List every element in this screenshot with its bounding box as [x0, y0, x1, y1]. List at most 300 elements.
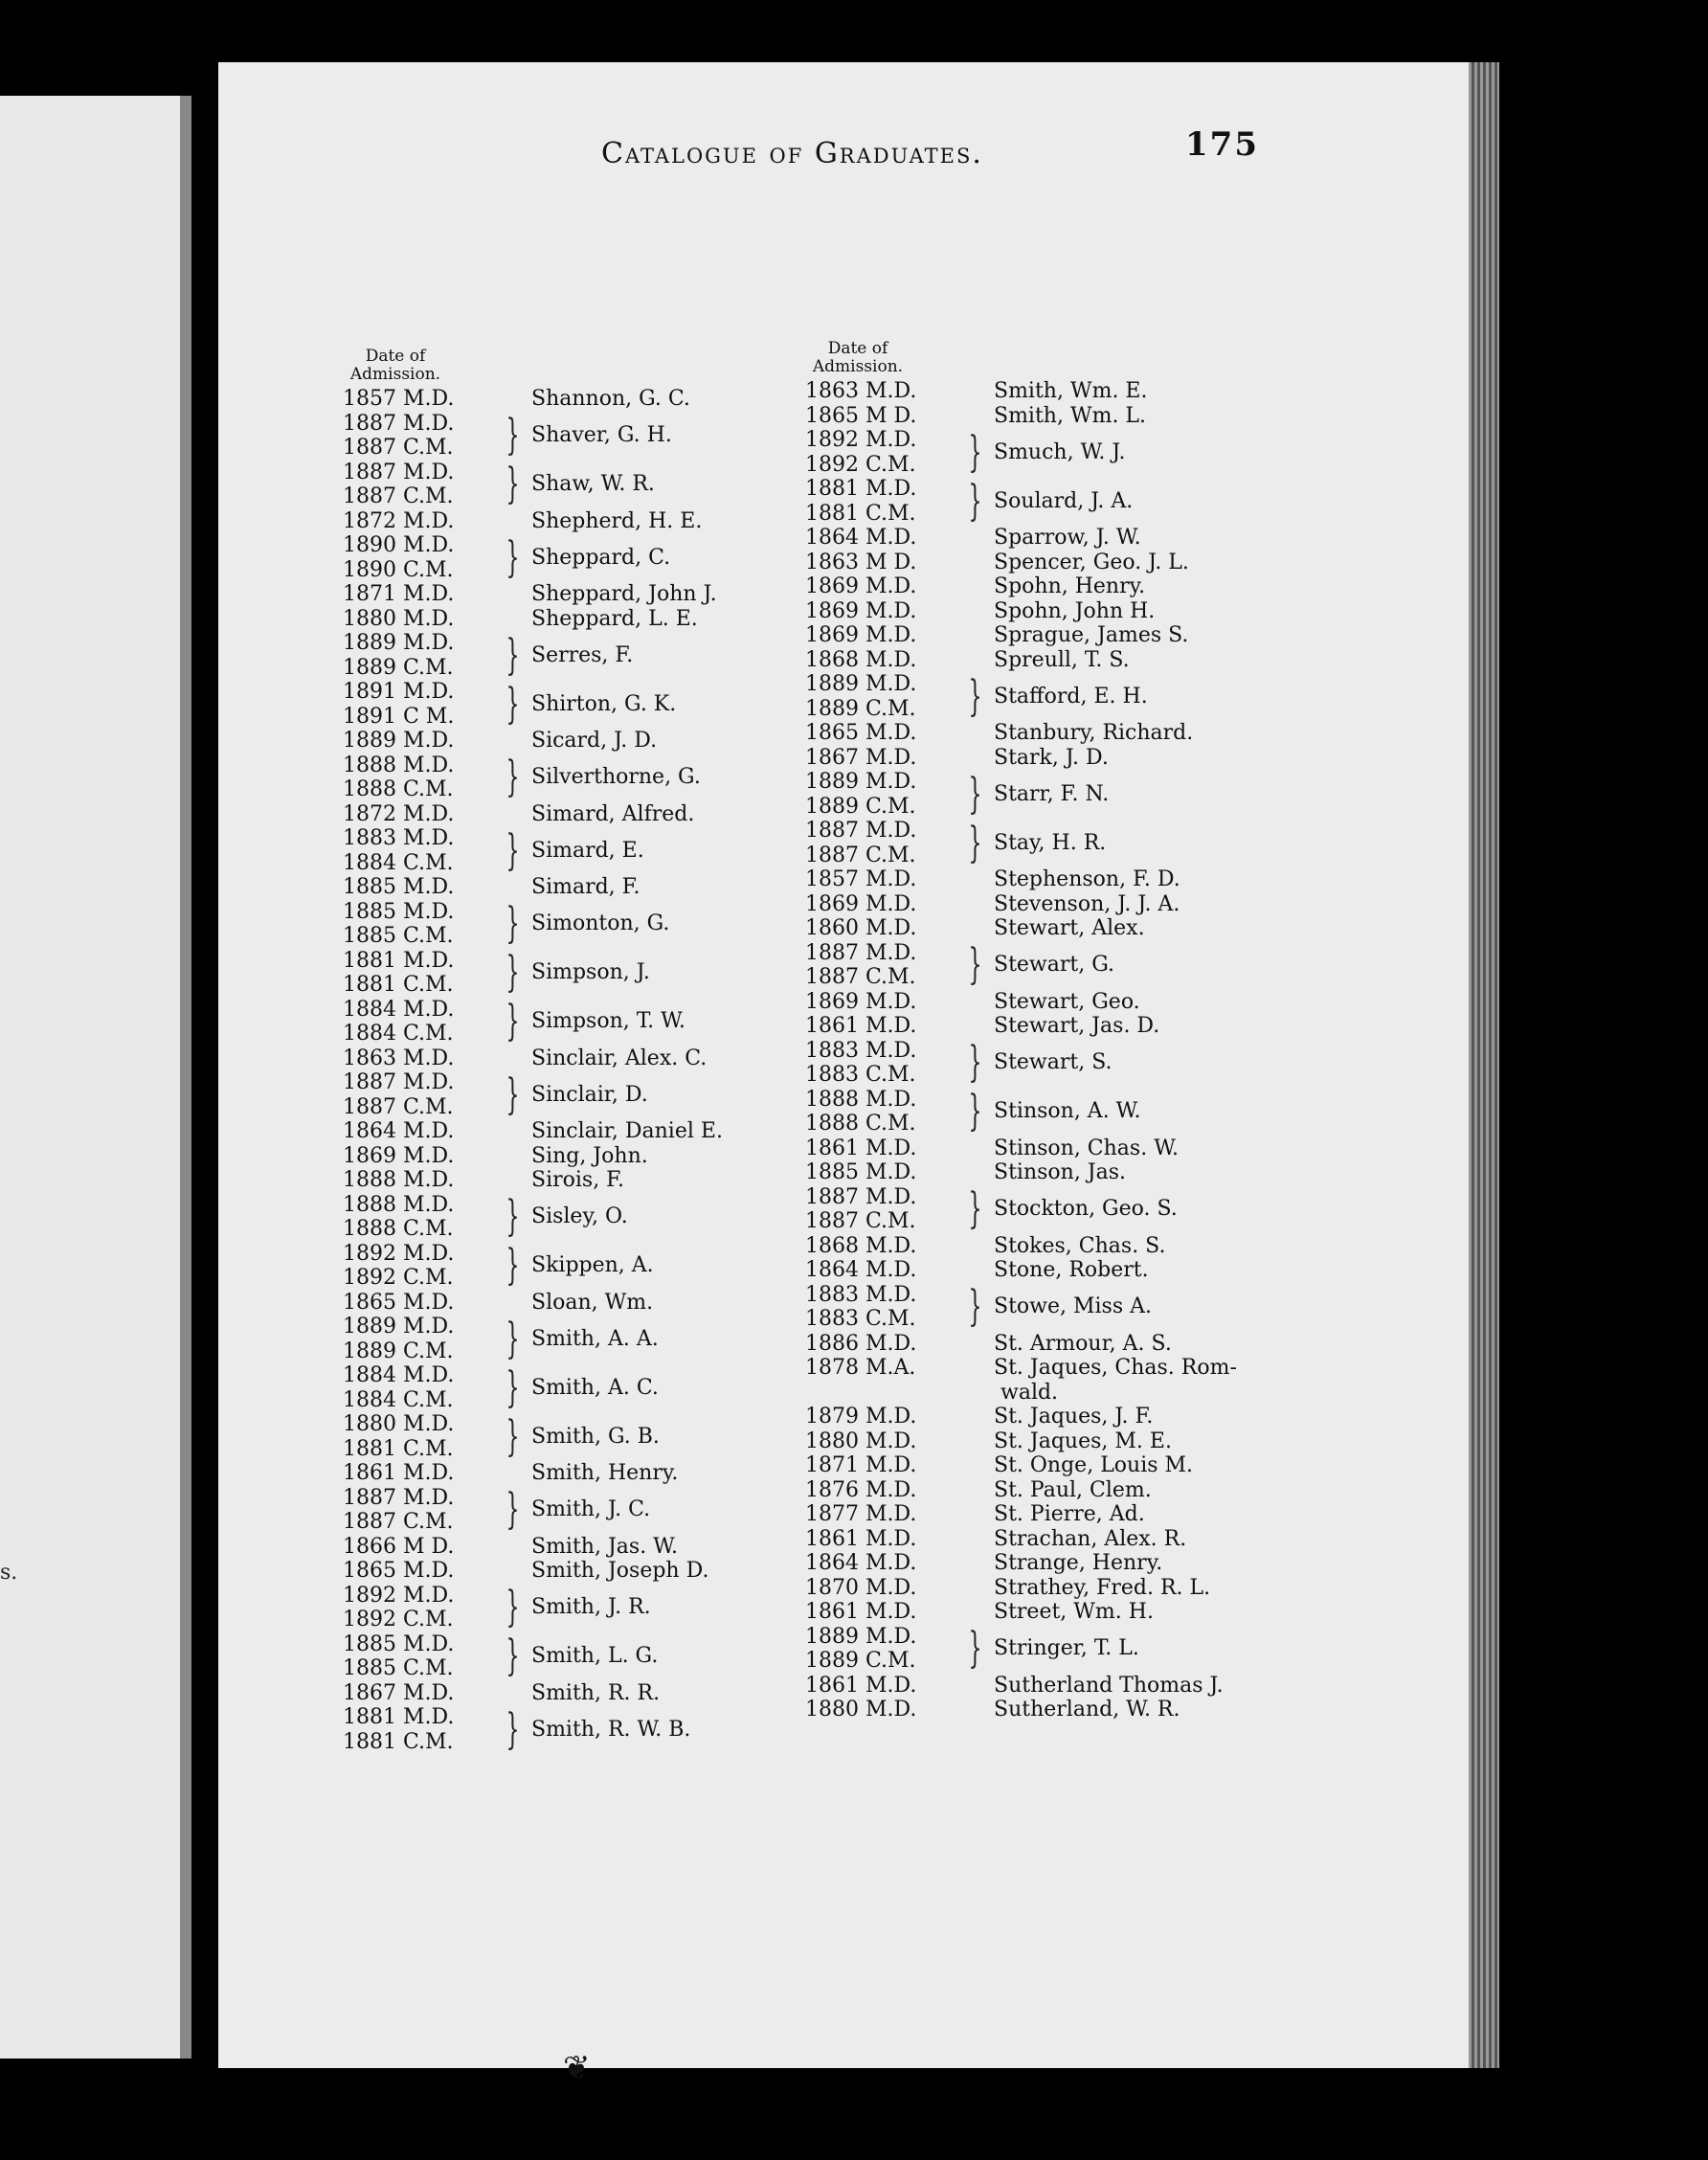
- admission-date: 1865 M D.: [805, 403, 917, 428]
- brace-mark: }: [968, 1087, 982, 1136]
- admission-dates: [805, 1502, 963, 1527]
- admission-date: 1891 C M.: [343, 704, 455, 729]
- admission-dates: [805, 574, 963, 599]
- admission-dates: [805, 1136, 963, 1161]
- admission-dates: [805, 404, 963, 429]
- admission-dates: [805, 477, 963, 526]
- admission-date: 1861 M.D.: [805, 1600, 917, 1624]
- admission-date: 1889 C.M.: [805, 794, 916, 819]
- admission-date: 1865 M.D.: [343, 1290, 455, 1315]
- admission-date: 1881 M.D.: [805, 477, 917, 501]
- admission-date: 1887 M.D.: [343, 1070, 455, 1094]
- graduate-name: St. Armour, A. S.: [994, 1331, 1172, 1356]
- graduate-name: Shaver, G. H.: [531, 423, 672, 448]
- graduate-entry: [805, 892, 1418, 917]
- admission-date: 1877 M.D.: [805, 1502, 917, 1526]
- graduate-name: Stewart, Alex.: [994, 916, 1145, 940]
- admission-dates: [805, 892, 963, 917]
- admission-dates: [343, 533, 501, 582]
- admission-date: 1888 C.M.: [343, 777, 454, 801]
- admission-date: 1864 M.D.: [805, 1258, 917, 1282]
- admission-date: 1866 M D.: [343, 1534, 455, 1559]
- graduate-entry: [805, 1453, 1418, 1478]
- graduate-name: Stone, Robert.: [994, 1258, 1149, 1282]
- admission-date: 1892 C.M.: [805, 452, 916, 477]
- admission-date: 1868 M.D.: [805, 1233, 917, 1258]
- graduate-entry: [805, 623, 1418, 648]
- admission-date: 1864 M.D.: [805, 526, 917, 550]
- graduate-name: Stanbury, Richard.: [994, 721, 1194, 745]
- graduate-name: St. Jaques, Chas. Rom- wald.: [994, 1356, 1237, 1405]
- margin-mark: ❦: [563, 2049, 591, 2087]
- admission-date: 1865 M.D.: [805, 721, 917, 745]
- admission-dates: [343, 582, 501, 607]
- brace-mark: }: [506, 1241, 520, 1290]
- admission-dates: [343, 826, 501, 875]
- brace-mark: }: [968, 940, 982, 989]
- admission-date: 1887 M.D.: [805, 940, 917, 965]
- admission-date: 1887 M.D.: [805, 1184, 917, 1209]
- admission-dates: [343, 1193, 501, 1242]
- graduate-name: Sheppard, L. E.: [531, 606, 698, 631]
- admission-dates: [343, 1315, 501, 1363]
- brace-mark: }: [506, 1411, 520, 1461]
- brace-mark: }: [968, 476, 982, 526]
- admission-dates: [805, 1674, 963, 1699]
- admission-date: 1888 M.D.: [805, 1087, 917, 1112]
- admission-dates: [343, 1144, 501, 1169]
- admission-date: 1887 C.M.: [805, 1209, 916, 1233]
- brace-mark: }: [506, 1069, 520, 1119]
- admission-dates: [805, 1088, 963, 1136]
- admission-dates: [343, 998, 501, 1046]
- admission-date: 1887 M.D.: [343, 411, 455, 436]
- admission-dates: [805, 941, 963, 990]
- brace-mark: }: [506, 1583, 520, 1631]
- admission-date: 1889 M.D.: [805, 672, 917, 696]
- admission-dates: [343, 802, 501, 827]
- graduate-name: Smith, J. C.: [531, 1497, 651, 1522]
- brace-mark: }: [506, 948, 520, 997]
- admission-date: 1885 M.D.: [805, 1160, 917, 1184]
- brace-mark: }: [506, 411, 520, 460]
- admission-dates: [343, 1461, 501, 1486]
- admission-date: 1885 M.D.: [343, 1631, 455, 1656]
- admission-dates: [805, 990, 963, 1015]
- admission-date: 1883 M.D.: [805, 1038, 917, 1063]
- admission-date: 1864 M.D.: [343, 1119, 455, 1143]
- graduate-name: Stinson, A. W.: [994, 1099, 1141, 1124]
- graduate-name: Street, Wm. H.: [994, 1600, 1154, 1624]
- graduate-entry: [805, 1160, 1418, 1185]
- admission-date: 1887 C.M.: [343, 436, 454, 460]
- admission-date: 1872 M.D.: [343, 508, 455, 533]
- admission-dates: [805, 428, 963, 477]
- graduate-entry: [805, 1551, 1418, 1576]
- brace-mark: }: [506, 825, 520, 875]
- brace-mark: }: [968, 427, 982, 477]
- brace-mark: }: [506, 460, 520, 508]
- admission-date: 1880 M.D.: [343, 606, 455, 631]
- admission-date: 1870 M.D.: [805, 1575, 917, 1600]
- admission-dates: [805, 1039, 963, 1088]
- graduate-name: Sirois, F.: [531, 1168, 625, 1192]
- graduate-entry: [805, 1332, 1418, 1357]
- admission-date: 1864 M.D.: [805, 1551, 917, 1575]
- admission-dates: [343, 1535, 501, 1560]
- graduate-name: St. Onge, Louis M.: [994, 1453, 1194, 1477]
- graduate-name: Stark, J. D.: [994, 745, 1109, 770]
- brace-mark: }: [968, 1624, 982, 1673]
- admission-date: 1879 M.D.: [805, 1405, 917, 1429]
- graduate-name: Stewart, Jas. D.: [994, 1014, 1160, 1038]
- graduate-name: Shannon, G. C.: [531, 387, 690, 411]
- graduate-name: Sicard, J. D.: [531, 729, 658, 753]
- graduate-name: Sutherland, W. R.: [994, 1698, 1180, 1721]
- admission-dates: [805, 819, 963, 867]
- admission-dates: [805, 551, 963, 575]
- graduate-entry: [805, 379, 1418, 404]
- admission-date: 1861 M.D.: [805, 1136, 917, 1160]
- graduate-name: Smith, A. A.: [531, 1326, 659, 1351]
- admission-dates: [343, 1046, 501, 1071]
- graduate-name: Strathey, Fred. R. L.: [994, 1575, 1211, 1600]
- graduate-entry: [805, 1136, 1418, 1161]
- admission-dates: [805, 1332, 963, 1357]
- page-title: Catalogue of Graduates.: [601, 137, 983, 170]
- admission-dates: [805, 1429, 963, 1454]
- graduate-name: Sinclair, Alex. C.: [531, 1046, 708, 1070]
- admission-date: 1892 C.M.: [343, 1608, 454, 1631]
- brace-mark: }: [506, 679, 520, 729]
- graduate-name: Strange, Henry.: [994, 1551, 1163, 1575]
- graduate-name: Spreull, T. S.: [994, 647, 1130, 672]
- graduate-entry: [805, 867, 1418, 892]
- admission-dates: [343, 1242, 501, 1291]
- admission-date: 1880 M.D.: [805, 1429, 917, 1453]
- admission-dates: [343, 754, 501, 802]
- graduate-entry: [805, 574, 1418, 599]
- admission-date: 1876 M.D.: [805, 1477, 917, 1502]
- graduate-name: Sinclair, D.: [531, 1082, 648, 1107]
- admission-dates: [805, 1576, 963, 1601]
- graduate-entry: [805, 941, 1418, 990]
- brace-mark: }: [506, 753, 520, 801]
- admission-date: 1888 M.D.: [343, 753, 455, 777]
- admission-date: 1881 C.M.: [343, 1729, 454, 1754]
- graduate-entry: [805, 1625, 1418, 1674]
- graduate-name: Shirton, G. K.: [531, 691, 677, 716]
- admission-dates: [805, 746, 963, 771]
- admission-date: 1883 M.D.: [805, 1282, 917, 1307]
- graduate-name: Sing, John.: [531, 1143, 648, 1168]
- graduate-name: Smith, R. W. B.: [531, 1717, 691, 1742]
- admission-date: [805, 1381, 963, 1406]
- graduate-entry: [805, 1234, 1418, 1259]
- admission-date: 1890 C.M.: [343, 557, 454, 582]
- brace-mark: }: [506, 532, 520, 582]
- admission-date: 1889 M.D.: [343, 729, 455, 753]
- graduate-name: Simpson, T. W.: [531, 1009, 685, 1034]
- admission-date: 1887 M.D.: [343, 1485, 455, 1510]
- admission-date: 1883 C.M.: [805, 1307, 916, 1331]
- admission-dates: [343, 461, 501, 509]
- graduate-name: Spohn, Henry.: [994, 574, 1146, 598]
- graduate-name: Sutherland Thomas J.: [994, 1673, 1224, 1698]
- brace-mark: }: [506, 630, 520, 680]
- admission-dates: [805, 916, 963, 941]
- graduate-name: Stinson, Jas.: [994, 1160, 1127, 1184]
- graduate-entry: [805, 1405, 1418, 1429]
- graduate-entry: [805, 1014, 1418, 1039]
- graduate-name: Soulard, J. A.: [994, 488, 1134, 513]
- graduate-name: Smith, R. R.: [531, 1680, 661, 1705]
- graduate-name: Simard, F.: [531, 875, 640, 899]
- admission-date: 1884 M.D.: [343, 997, 455, 1022]
- admission-dates: [343, 1632, 501, 1681]
- brace-mark: }: [506, 1362, 520, 1412]
- graduate-entry: [805, 916, 1418, 941]
- admission-date: 1884 M.D.: [343, 1363, 455, 1387]
- graduate-name: Simard, E.: [531, 838, 644, 863]
- admission-date: 1887 M.D.: [343, 460, 455, 484]
- admission-dates: [805, 1453, 963, 1478]
- graduate-entry: [805, 1698, 1418, 1722]
- graduate-name: Smith, Jas. W.: [531, 1534, 678, 1559]
- admission-date: 1888 M.D.: [343, 1192, 455, 1217]
- admission-dates: [805, 1014, 963, 1039]
- admission-dates: [805, 648, 963, 673]
- column-header: Date of Admission.: [812, 339, 904, 376]
- brace-mark: }: [968, 1184, 982, 1233]
- admission-date: 1885 M.D.: [343, 875, 455, 899]
- admission-date: 1892 M.D.: [343, 1241, 455, 1266]
- graduate-entry: [805, 672, 1418, 721]
- admission-date: 1883 C.M.: [805, 1063, 916, 1087]
- admission-date: 1887 C.M.: [805, 965, 916, 989]
- graduate-name: Strachan, Alex. R.: [994, 1526, 1187, 1551]
- admission-date: 1880 M.D.: [343, 1412, 455, 1436]
- graduate-name: Sloan, Wm.: [531, 1290, 654, 1315]
- admission-dates: [805, 1283, 963, 1332]
- brace-mark: }: [506, 1314, 520, 1363]
- graduate-name: Stafford, E. H.: [994, 684, 1148, 709]
- admission-date: 1883 M.D.: [343, 826, 455, 850]
- admission-dates: [805, 1234, 963, 1259]
- admission-date: 1884 C.M.: [343, 1022, 454, 1046]
- brace-mark: }: [506, 1704, 520, 1754]
- admission-date: 1890 M.D.: [343, 533, 455, 557]
- admission-date: 1863 M.D.: [343, 1046, 455, 1070]
- admission-date: 1887 M.D.: [805, 819, 917, 843]
- admission-date: 1892 M.D.: [805, 428, 917, 452]
- page: [218, 62, 1469, 2087]
- admission-dates: [343, 1584, 501, 1632]
- admission-date: 1860 M.D.: [805, 916, 917, 940]
- admission-dates: [343, 387, 501, 412]
- graduate-name: Sisley, O.: [531, 1204, 628, 1229]
- graduate-entry: [805, 746, 1418, 771]
- admission-date: 1871 M.D.: [343, 582, 455, 606]
- graduate-name: Smith, G. B.: [531, 1424, 660, 1449]
- graduate-entry: [805, 1088, 1418, 1136]
- graduate-name: Stewart, G.: [994, 953, 1115, 978]
- admission-dates: [805, 867, 963, 892]
- admission-dates: [343, 900, 501, 949]
- admission-date: 1884 C.M.: [343, 1387, 454, 1412]
- admission-date: 1887 C.M.: [343, 484, 454, 508]
- admission-date: 1881 C.M.: [343, 973, 454, 997]
- brace-mark: }: [506, 1631, 520, 1680]
- brace-mark: }: [968, 671, 982, 721]
- admission-date: 1885 C.M.: [343, 924, 454, 948]
- admission-date: 1868 M.D.: [805, 647, 917, 672]
- right-column: [805, 340, 1418, 1722]
- brace-mark: }: [506, 1192, 520, 1241]
- admission-dates: [343, 729, 501, 754]
- admission-date: 1884 C.M.: [343, 850, 454, 875]
- graduate-name: Stokes, Chas. S.: [994, 1233, 1166, 1258]
- admission-date: 1888 M.D.: [343, 1168, 455, 1192]
- admission-dates: [343, 1363, 501, 1412]
- graduate-name: St. Jaques, M. E.: [994, 1429, 1172, 1453]
- admission-date: 1880 M.D.: [805, 1698, 917, 1721]
- admission-date: 1867 M.D.: [805, 745, 917, 770]
- admission-date: 1891 M.D.: [343, 680, 455, 704]
- graduate-entry: [805, 721, 1418, 746]
- admission-date: 1861 M.D.: [805, 1526, 917, 1551]
- admission-date: 1869 M.D.: [805, 891, 917, 916]
- admission-date: 1869 M.D.: [805, 574, 917, 598]
- graduate-entry: [805, 428, 1418, 477]
- admission-date: 1881 C.M.: [805, 501, 916, 526]
- graduate-entry: [805, 1283, 1418, 1332]
- admission-date: 1887 C.M.: [343, 1510, 454, 1534]
- graduate-entry: [805, 1502, 1418, 1527]
- admission-dates: [343, 1412, 501, 1461]
- admission-date: 1886 M.D.: [805, 1331, 917, 1356]
- admission-date: 1857 M.D.: [805, 867, 917, 891]
- graduate-name: Spohn, John H.: [994, 598, 1156, 623]
- column-header: Date of Admission.: [349, 347, 441, 384]
- admission-date: 1863 M D.: [805, 550, 917, 574]
- graduate-name: Simpson, J.: [531, 960, 650, 985]
- graduate-name: Stringer, T. L.: [994, 1636, 1139, 1661]
- admission-dates: [805, 379, 963, 404]
- admission-dates: [805, 526, 963, 551]
- admission-date: 1892 C.M.: [343, 1266, 454, 1290]
- graduate-name: Stowe, Miss A.: [994, 1294, 1153, 1319]
- admission-date: 1869 M.D.: [805, 598, 917, 623]
- admission-dates: [343, 1559, 501, 1584]
- graduate-name: Smith, J. R.: [531, 1595, 651, 1620]
- graduate-entry: [805, 1429, 1418, 1454]
- graduate-name: Sheppard, John J.: [531, 582, 717, 606]
- admission-date: 1881 C.M.: [343, 1436, 454, 1461]
- admission-dates: [805, 1527, 963, 1552]
- admission-date: 1869 M.D.: [343, 1143, 455, 1168]
- admission-dates: [805, 1185, 963, 1234]
- graduate-entry: [805, 1039, 1418, 1088]
- admission-dates: [343, 1119, 501, 1144]
- graduate-name: Skippen, A.: [531, 1253, 654, 1278]
- admission-date: 1889 C.M.: [343, 655, 454, 680]
- admission-date: 1889 C.M.: [343, 1339, 454, 1363]
- graduate-entry: [805, 404, 1418, 429]
- admission-dates: [343, 1705, 501, 1754]
- graduate-name: Stephenson, F. D.: [994, 867, 1180, 891]
- admission-date: 1889 M.D.: [343, 1315, 455, 1339]
- admission-dates: [805, 1356, 963, 1405]
- graduate-name: Smith, L. G.: [531, 1644, 659, 1669]
- admission-dates: [805, 1625, 963, 1674]
- graduate-name: Stewart, S.: [994, 1050, 1112, 1075]
- admission-date: 1889 C.M.: [805, 1649, 916, 1673]
- right-rows: [805, 379, 1418, 1722]
- graduate-name: Smith, A. C.: [531, 1375, 659, 1400]
- graduate-name: Stevenson, J. J. A.: [994, 891, 1180, 916]
- admission-date: 1865 M.D.: [343, 1559, 455, 1583]
- graduate-name: Simard, Alfred.: [531, 801, 695, 826]
- admission-date: 1885 C.M.: [343, 1656, 454, 1680]
- admission-date: 1888 C.M.: [805, 1112, 916, 1136]
- admission-dates: [805, 623, 963, 648]
- admission-date: 1869 M.D.: [805, 623, 917, 647]
- admission-dates: [805, 1160, 963, 1185]
- graduate-name: Sinclair, Daniel E.: [531, 1119, 723, 1143]
- graduate-entry: [805, 1600, 1418, 1625]
- graduate-name: Spencer, Geo. J. L.: [994, 550, 1189, 574]
- admission-dates: [805, 1551, 963, 1576]
- admission-dates: [343, 875, 501, 900]
- brace-mark: }: [968, 1282, 982, 1331]
- graduate-name: Stewart, Geo.: [994, 989, 1140, 1014]
- admission-dates: [343, 1070, 501, 1119]
- graduate-name: Stinson, Chas. W.: [994, 1136, 1179, 1160]
- graduate-entry: [805, 1258, 1418, 1283]
- graduate-entry: [805, 1478, 1418, 1503]
- admission-date: 1889 M.D.: [343, 631, 455, 655]
- admission-date: 1861 M.D.: [805, 1673, 917, 1698]
- graduate-name: Smith, Wm. E.: [994, 379, 1148, 403]
- graduate-entry: [805, 1674, 1418, 1699]
- graduate-entry: [805, 477, 1418, 526]
- admission-date: 1892 M.D.: [343, 1583, 455, 1608]
- admission-dates: [343, 1486, 501, 1535]
- admission-dates: [805, 1698, 963, 1722]
- graduate-entry: [805, 526, 1418, 551]
- admission-date: 1863 M.D.: [805, 379, 917, 403]
- admission-dates: [805, 770, 963, 819]
- admission-date: 1861 M.D.: [343, 1461, 455, 1485]
- admission-date: 1867 M.D.: [343, 1680, 455, 1705]
- brace-mark: }: [506, 899, 520, 948]
- admission-dates: [805, 672, 963, 721]
- admission-dates: [805, 721, 963, 746]
- admission-date: 1871 M.D.: [805, 1453, 917, 1477]
- graduate-name: Sprague, James S.: [994, 623, 1189, 647]
- graduate-name: Smith, Henry.: [531, 1461, 679, 1485]
- graduate-name: Stockton, Geo. S.: [994, 1197, 1178, 1222]
- admission-date: 1872 M.D.: [343, 801, 455, 826]
- brace-mark: }: [968, 1038, 982, 1087]
- admission-dates: [343, 1681, 501, 1706]
- graduate-name: Smuch, W. J.: [994, 439, 1126, 464]
- admission-date: 1869 M.D.: [805, 989, 917, 1014]
- graduate-name: Shepherd, H. E.: [531, 508, 703, 533]
- page-number: 175: [1185, 125, 1259, 164]
- brace-mark: }: [968, 818, 982, 867]
